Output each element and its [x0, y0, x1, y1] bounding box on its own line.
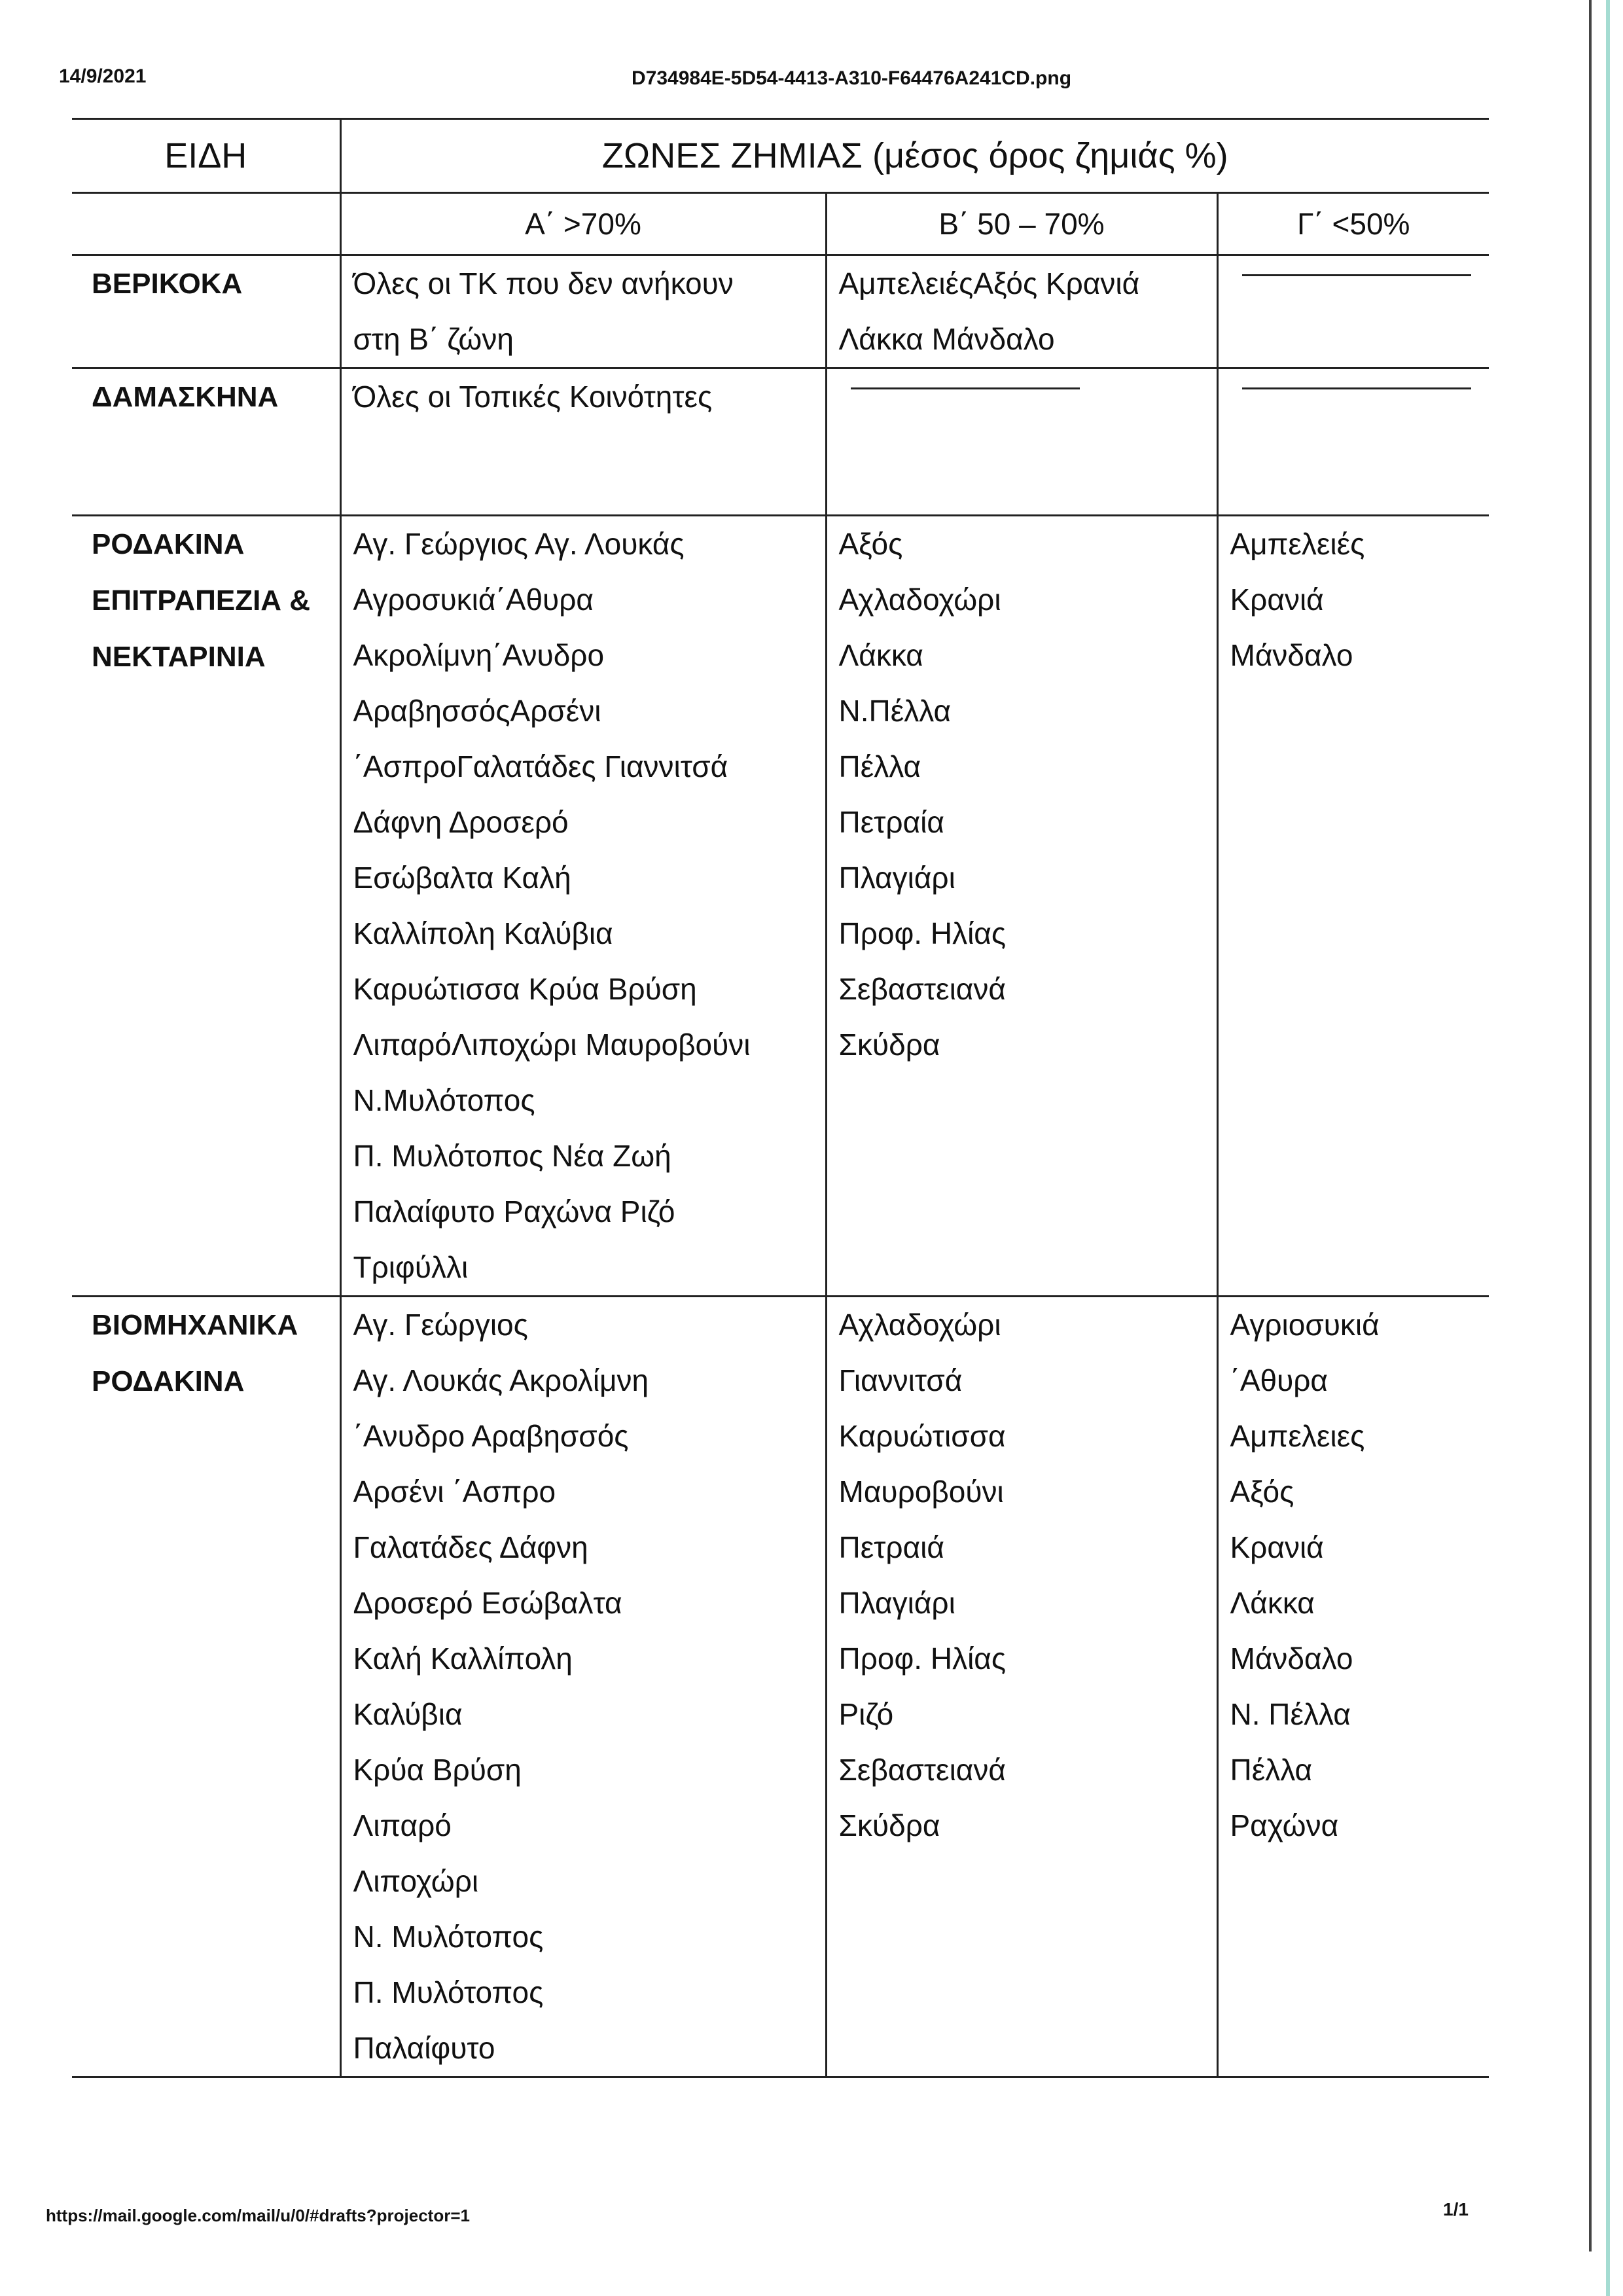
- place-name: Ν.Μυλότοπος: [353, 1083, 535, 1117]
- zone-a-cell: [340, 368, 826, 516]
- zone-a-cell: [340, 516, 826, 1297]
- empty-dash-line: [851, 387, 1080, 389]
- footer-page-number: 1/1: [1443, 2199, 1469, 2219]
- place-name: Λάκκα Μάνδαλο: [838, 322, 1055, 356]
- place-name: Λιπαρό: [353, 1808, 452, 1842]
- place-name: Πετραία: [838, 805, 944, 839]
- place-name: Καλλίπολη Καλύβια: [353, 916, 613, 950]
- footer-url: https://mail.google.com/mail/u/0/#drafts?projector=1: [46, 2206, 470, 2225]
- empty-dash-line: [1242, 274, 1471, 276]
- zone-a-cell: [340, 1297, 826, 2077]
- place-name: Αμπελειές: [1230, 527, 1365, 561]
- species-line: ΒΕΡΙΚΟΚΑ: [92, 268, 243, 300]
- place-name: Παλαίφυτο Ραχώνα Ριζό: [353, 1194, 675, 1229]
- place-name: Αγ. Λουκάς Ακρολίμνη: [353, 1363, 649, 1397]
- place-name: Λάκκα: [1230, 1586, 1315, 1620]
- place-name: Μάνδαλο: [1230, 1641, 1353, 1676]
- species-cell: [72, 516, 340, 1297]
- place-name: ΑμπελειέςΑξός Κρανιά: [838, 266, 1140, 300]
- place-name: Αρσένι ΄Ασπρο: [353, 1475, 556, 1509]
- place-name: Αχλαδοχώρι: [838, 1308, 1001, 1342]
- place-name: Σεβαστειανά: [838, 972, 1006, 1006]
- place-name: Π. Μυλότοπος: [353, 1975, 544, 2009]
- table-title-row: [72, 119, 1489, 193]
- zone-a-header: Α΄ >70%: [340, 193, 826, 255]
- species-line: ΔΑΜΑΣΚΗΝΑ: [92, 381, 279, 413]
- place-name: Γιαννιτσά: [838, 1363, 963, 1397]
- place-name: Καρυώτισσα Κρύα Βρύση: [353, 972, 697, 1006]
- place-name: ΛιπαρόΛιποχώρι Μαυροβούνι: [353, 1028, 751, 1062]
- place-name: Μάνδαλο: [1230, 638, 1353, 672]
- place-name: Προφ. Ηλίας: [838, 1641, 1007, 1676]
- species-line: ΕΠΙΤΡΑΠΕΖΙΑ &: [92, 584, 311, 617]
- species-cell: [72, 255, 340, 368]
- place-name: Καρυώτισσα: [838, 1419, 1006, 1453]
- place-name: Αγροσυκιά΄Αθυρα: [353, 583, 594, 617]
- place-name: ΄Αθυρα: [1230, 1363, 1328, 1397]
- place-name: Δάφνη Δροσερό: [353, 805, 569, 839]
- species-line: ΡΟΔΑΚΙΝΑ: [92, 528, 245, 560]
- place-name: Όλες οι Τοπικές Κοινότητες: [353, 380, 713, 414]
- place-name: Αγ. Γεώργιος Αγ. Λουκάς: [353, 527, 685, 561]
- place-name: Όλες οι ΤΚ που δεν ανήκουν: [353, 266, 734, 300]
- place-name: Πέλλα: [1230, 1753, 1313, 1787]
- place-name: ΑραβησσόςΑρσένι: [353, 694, 601, 728]
- species-line: ΝΕΚΤΑΡΙΝΙΑ: [92, 641, 266, 673]
- place-name: Πλαγιάρι: [838, 861, 955, 895]
- place-name: Ακρολίμνη΄Ανυδρο: [353, 638, 605, 672]
- place-name: Κρανιά: [1230, 583, 1324, 617]
- zone-a-cell: [340, 255, 826, 368]
- species-cell: [72, 368, 340, 516]
- place-name: Προφ. Ηλίας: [838, 916, 1007, 950]
- zone-c-cell: [1217, 368, 1489, 516]
- place-name: ΄Ανυδρο Αραβησσός: [353, 1419, 629, 1453]
- place-name: Σκύδρα: [838, 1808, 940, 1842]
- species-line: ΡΟΔΑΚΙΝΑ: [92, 1365, 245, 1397]
- zone-header-blank: [72, 193, 340, 255]
- zone-c-cell: [1217, 255, 1489, 368]
- place-name: Ν. Μυλότοπος: [353, 1920, 544, 1954]
- scan-edge-stripe: [1606, 0, 1610, 2296]
- table-row: [72, 368, 1489, 516]
- place-name: Αγριοσυκιά: [1230, 1308, 1380, 1342]
- zone-b-cell: [826, 1297, 1217, 2077]
- place-name: Δροσερό Εσώβαλτα: [353, 1586, 622, 1620]
- zone-b-cell: [826, 368, 1217, 516]
- zone-b-header: Β΄ 50 – 70%: [826, 193, 1217, 255]
- place-name: ΄ΑσπροΓαλατάδες Γιαννιτσά: [353, 749, 728, 783]
- table-row: [72, 255, 1489, 368]
- zones-title: ΖΩΝΕΣ ΖΗΜΙΑΣ (μέσος όρος ζημιάς %): [340, 119, 1489, 193]
- species-header: ΕΙΔΗ: [72, 119, 340, 193]
- place-name: Πλαγιάρι: [838, 1586, 955, 1620]
- place-name: Ν. Πέλλα: [1230, 1697, 1351, 1731]
- zone-c-cell: [1217, 516, 1489, 1297]
- place-name: Λάκκα: [838, 638, 923, 672]
- place-name: Πετραιά: [838, 1530, 944, 1564]
- place-name: Κρύα Βρύση: [353, 1753, 522, 1787]
- empty-dash-line: [1242, 387, 1471, 389]
- place-name: Αγ. Γεώργιος: [353, 1308, 528, 1342]
- place-name: Αχλαδοχώρι: [838, 583, 1001, 617]
- place-name: Ριζό: [838, 1697, 894, 1731]
- place-name: Παλαίφυτο: [353, 2031, 495, 2065]
- zone-header-row: [72, 193, 1489, 255]
- table-row: [72, 1297, 1489, 2077]
- species-cell: [72, 1297, 340, 2077]
- place-name: Αξός: [838, 527, 903, 561]
- place-name: Καλή Καλλίπολη: [353, 1641, 573, 1676]
- place-name: Σεβαστειανά: [838, 1753, 1006, 1787]
- place-name: Τριφύλλι: [353, 1250, 469, 1284]
- damage-zones-table: [72, 118, 1489, 2078]
- place-name: Αξός: [1230, 1475, 1294, 1509]
- place-name: Σκύδρα: [838, 1028, 940, 1062]
- zone-c-header: Γ΄ <50%: [1217, 193, 1489, 255]
- place-name: Π. Μυλότοπος Νέα Ζωή: [353, 1139, 671, 1173]
- zone-b-cell: [826, 516, 1217, 1297]
- table-row: [72, 516, 1489, 1297]
- zone-c-cell: [1217, 1297, 1489, 2077]
- place-name: Καλύβια: [353, 1697, 463, 1731]
- place-name: στη Β΄ ζώνη: [353, 322, 514, 356]
- place-name: Εσώβαλτα Καλή: [353, 861, 571, 895]
- zone-b-cell: [826, 255, 1217, 368]
- print-filename: D734984E-5D54-4413-A310-F64476A241CD.png: [632, 67, 1072, 89]
- place-name: Ραχώνα: [1230, 1808, 1339, 1842]
- species-line: ΒΙΟΜΗΧΑΝΙΚΑ: [92, 1309, 298, 1341]
- place-name: Λιποχώρι: [353, 1864, 479, 1898]
- place-name: Πέλλα: [838, 749, 921, 783]
- place-name: Ν.Πέλλα: [838, 694, 952, 728]
- place-name: Γαλατάδες Δάφνη: [353, 1530, 588, 1564]
- place-name: Αμπελειες: [1230, 1419, 1365, 1453]
- place-name: Μαυροβούνι: [838, 1475, 1004, 1509]
- scan-page-border: [1589, 0, 1592, 2251]
- place-name: Κρανιά: [1230, 1530, 1324, 1564]
- print-date: 14/9/2021: [59, 65, 147, 87]
